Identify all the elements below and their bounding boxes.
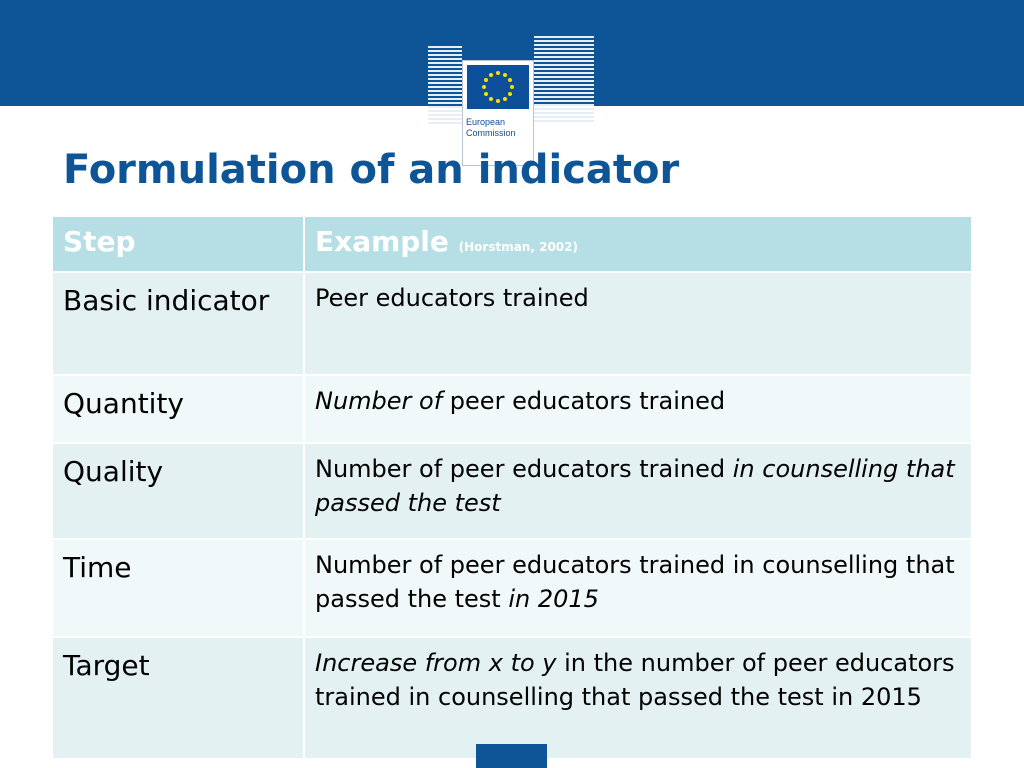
logo-building-left (428, 46, 462, 126)
table-row (52, 375, 972, 443)
step-cell: Target (52, 637, 304, 759)
example-cell (304, 272, 972, 375)
example-emphasis: in counselling that passed the test (315, 455, 955, 517)
table-header-row (52, 216, 972, 272)
step-cell: Time (52, 539, 304, 637)
header-example-label: Example (315, 225, 449, 258)
table-row (52, 443, 972, 539)
logo-building-right (534, 36, 594, 124)
footer-flag-icon (476, 744, 547, 768)
header-step (52, 216, 304, 272)
header-example (304, 216, 972, 272)
logo-text-line2: Commission (466, 128, 516, 138)
table-row (52, 272, 972, 375)
european-commission-logo (428, 26, 598, 146)
header-example-source: (Horstman, 2002) (458, 240, 578, 254)
step-cell: Quantity (52, 375, 304, 443)
logo-text (466, 117, 532, 139)
table-row (52, 539, 972, 637)
logo-text-line1: European (466, 117, 506, 127)
example-text: in the number of peer educators trained in counselling that passed the test in 2015 (315, 649, 955, 711)
eu-flag-icon (467, 65, 529, 109)
slide-title: Formulation of an indicator (63, 147, 680, 193)
indicator-table (51, 215, 973, 760)
step-cell: Basic indicator (52, 272, 304, 375)
table-row (52, 637, 972, 759)
example-cell (304, 375, 972, 443)
example-cell (304, 539, 972, 637)
header-step-label: Step (63, 225, 136, 258)
example-text: Number of peer educators trained in counselling that passed the test (315, 551, 955, 613)
example-emphasis: Number of (315, 387, 443, 415)
example-cell (304, 443, 972, 539)
example-text: Number of peer educators trained (315, 455, 733, 483)
example-cell (304, 637, 972, 759)
example-text: peer educators trained (442, 387, 726, 415)
example-text: Peer educators trained (315, 284, 589, 312)
example-emphasis: Increase from x to y (315, 649, 557, 677)
step-cell: Quality (52, 443, 304, 539)
example-emphasis: in 2015 (508, 585, 599, 613)
